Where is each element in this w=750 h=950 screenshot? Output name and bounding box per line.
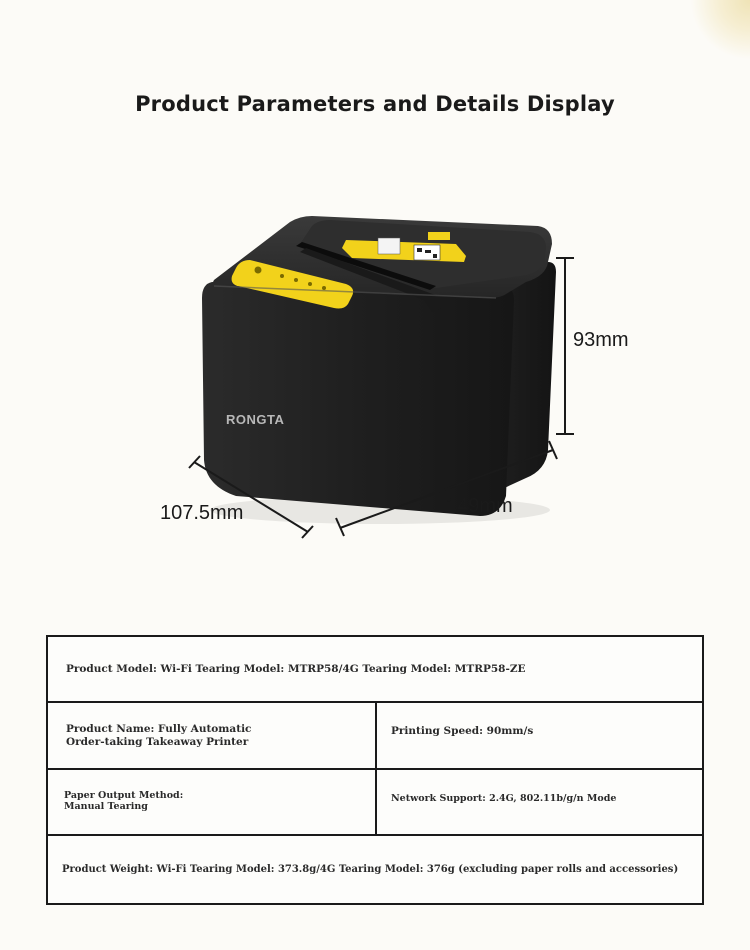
spec-row-paper-network — [48, 770, 702, 836]
spec-cell-model — [66, 637, 702, 701]
spec-table — [46, 635, 704, 905]
indicator-light-4 — [322, 286, 326, 290]
spec-row-weight — [48, 836, 702, 903]
width-label: 149mm — [446, 495, 513, 517]
spec-speed-text: Printing Speed: 90mm/s — [391, 725, 534, 737]
spec-network-text: Network Support: 2.4G, 802.11b/g/n Mode — [391, 792, 617, 804]
spec-cell-weight — [62, 836, 702, 903]
spec-model-text: Product Model: Wi-Fi Tearing Model: MTRP58/4G Tearing Model: MTRP58-ZE — [66, 663, 526, 675]
spec-row-name-speed — [48, 703, 702, 770]
qr-mark-1 — [417, 248, 422, 252]
spec-cell-paper — [64, 770, 374, 834]
indicator-light-2 — [294, 278, 298, 282]
qr-mark-2 — [425, 250, 431, 253]
depth-label: 107.5mm — [160, 502, 244, 524]
lid-white-sticker — [378, 238, 400, 254]
spec-name-text: Product Name: Fully Automatic Order-taking Takeaway Printer — [66, 723, 252, 748]
depth-dimension-cap-top — [189, 456, 200, 468]
indicator-light-3 — [308, 282, 312, 286]
spec-cell-name — [66, 703, 374, 768]
spec-cell-speed — [375, 703, 702, 768]
qr-mark-3 — [433, 254, 437, 258]
page-title: Product Parameters and Details Display — [135, 92, 615, 116]
spec-weight-text: Product Weight: Wi-Fi Tearing Model: 373.8g/4G Tearing Model: 376g (excluding paper rolls and accessories) — [62, 864, 679, 875]
depth-dimension-cap-bottom — [302, 526, 313, 538]
spec-cell-network — [375, 770, 702, 834]
brand-logo: RONGTA — [226, 412, 285, 427]
spec-row-model — [48, 637, 702, 703]
height-label: 93mm — [573, 329, 629, 351]
indicator-light-1 — [280, 274, 284, 278]
lid-logo-mark — [428, 232, 450, 240]
spec-paper-text: Paper Output Method: Manual Tearing — [64, 790, 184, 812]
power-button-icon — [255, 267, 262, 274]
